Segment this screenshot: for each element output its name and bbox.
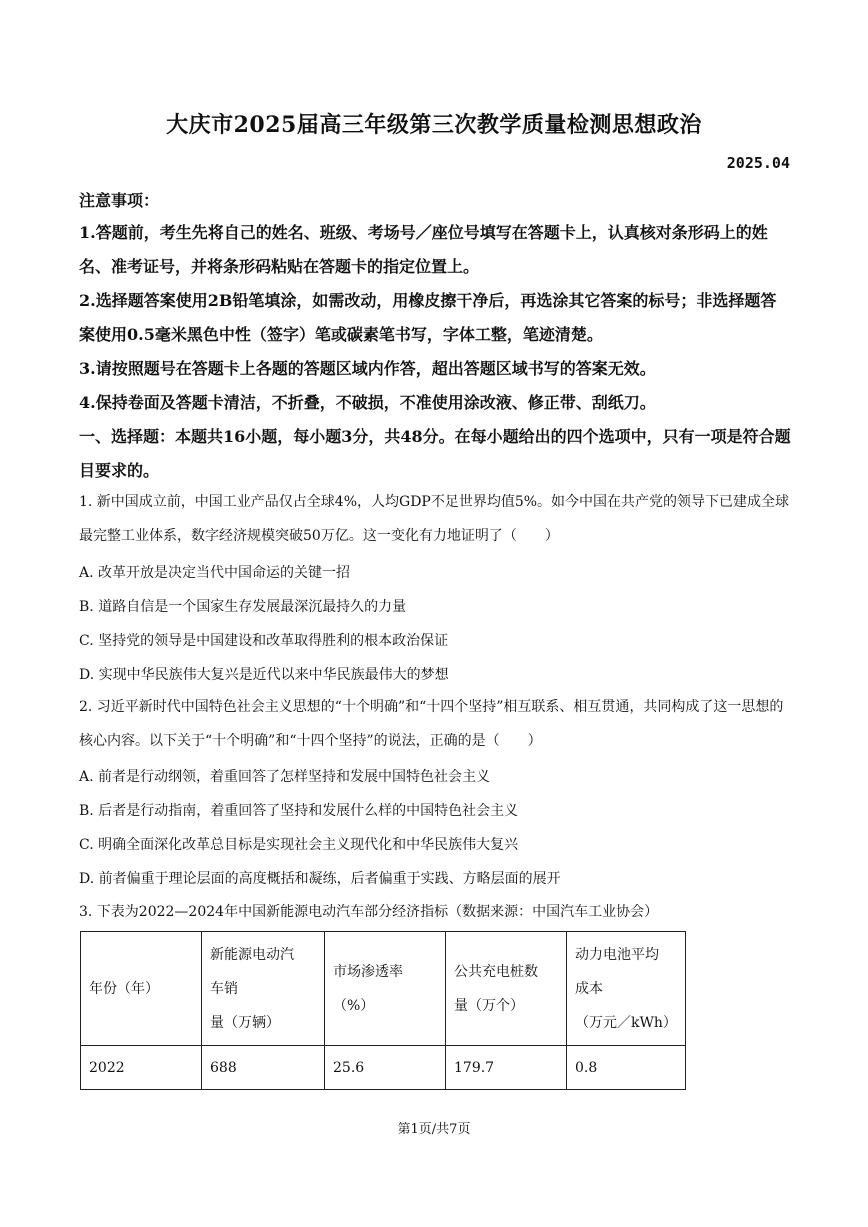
notes-item: 4.保持卷面及答题卡清洁，不折叠，不破损，不准使用涂改液、修正带、刮纸刀。 <box>79 393 656 412</box>
question-1-option-b: B. 道路自信是一个国家生存发展最深沉最持久的力量 <box>79 599 407 615</box>
notes-block <box>79 186 791 420</box>
table-header-cell: 新能源电动汽 车销 量（万辆） <box>202 932 325 1046</box>
data-table <box>80 931 686 1090</box>
table-header-cell: 动力电池平均 成本 （万元／kWh） <box>567 932 686 1046</box>
question-1-option-c: C. 坚持党的领导是中国建设和改革取得胜利的根本政治保证 <box>79 633 449 649</box>
question-2-stem: 2. 习近平新时代中国特色社会主义思想的“十个明确”和“十四个坚持”相互联系、相互贯通，共同构成了这一思想的核心内容。以下关于“十个明确”和“十四个坚持”的说法，正确的是（ ） <box>79 699 784 749</box>
question-2-option-b: B. 后者是行动指南，着重回答了坚持和发展什么样的中国特色社会主义 <box>79 803 519 819</box>
question-2-option-a: A. 前者是行动纲领，着重回答了怎样坚持和发展中国特色社会主义 <box>79 769 491 785</box>
question-2-option-d: D. 前者偏重于理论层面的高度概括和凝练，后者偏重于实践、方略层面的展开 <box>79 871 561 887</box>
notes-item: 3.请按照题号在答题卡上各题的答题区域内作答，超出答题区域书写的答案无效。 <box>79 359 656 378</box>
exam-title: 大庆市2025届高三年级第三次教学质量检测思想政治 <box>166 112 702 138</box>
page-footer: 第1页/共7页 <box>397 1122 471 1137</box>
notes-item: 2.选择题答案使用2B铅笔填涂，如需改动，用橡皮擦干净后，再选涂其它答案的标号；非选择题答案使用0.5毫米黑色中性（签字）笔或碳素笔书写，字体工整，笔迹清楚。 <box>79 291 777 344</box>
section-heading: 一、选择题：本题共16小题，每小题3分，共48分。在每小题给出的四个选项中，只有一项是符合题目要求的。 <box>79 427 791 480</box>
table-row <box>81 1046 686 1090</box>
table-cell: 179.7 <box>446 1046 567 1090</box>
table-cell: 25.6 <box>325 1046 446 1090</box>
notes-heading: 注意事项： <box>79 191 160 210</box>
table-header-row <box>81 932 686 1046</box>
table-cell: 2022 <box>81 1046 202 1090</box>
question-3-stem: 3. 下表为2022—2024年中国新能源电动汽车部分经济指标（数据来源：中国汽车工业协会） <box>79 904 659 920</box>
table-header-cell: 年份（年） <box>81 932 202 1046</box>
table-cell: 688 <box>202 1046 325 1090</box>
question-1-option-a: A. 改革开放是决定当代中国命运的关键一招 <box>79 565 351 581</box>
question-1-option-d: D. 实现中华民族伟大复兴是近代以来中华民族最伟大的梦想 <box>79 667 449 683</box>
question-1-stem: 1. 新中国成立前，中国工业产品仅占全球4%，人均GDP不足世界均值5%。如今中国在共产党的领导下已建成全球最完整工业体系，数字经济规模突破50万亿。这一变化有力地证明了（ ） <box>79 494 790 544</box>
exam-date: 2025.04 <box>726 154 790 172</box>
table-header-cell: 公共充电桩数 量（万个） <box>446 932 567 1046</box>
notes-item: 1.答题前，考生先将自己的姓名、班级、考场号／座位号填写在答题卡上，认真核对条形码上的姓名、准考证号，并将条形码粘贴在答题卡的指定位置上。 <box>79 223 768 276</box>
table-cell: 0.8 <box>567 1046 686 1090</box>
question-2-option-c: C. 明确全面深化改革总目标是实现社会主义现代化和中华民族伟大复兴 <box>79 837 519 853</box>
table-header-cell: 市场渗透率 （%） <box>325 932 446 1046</box>
